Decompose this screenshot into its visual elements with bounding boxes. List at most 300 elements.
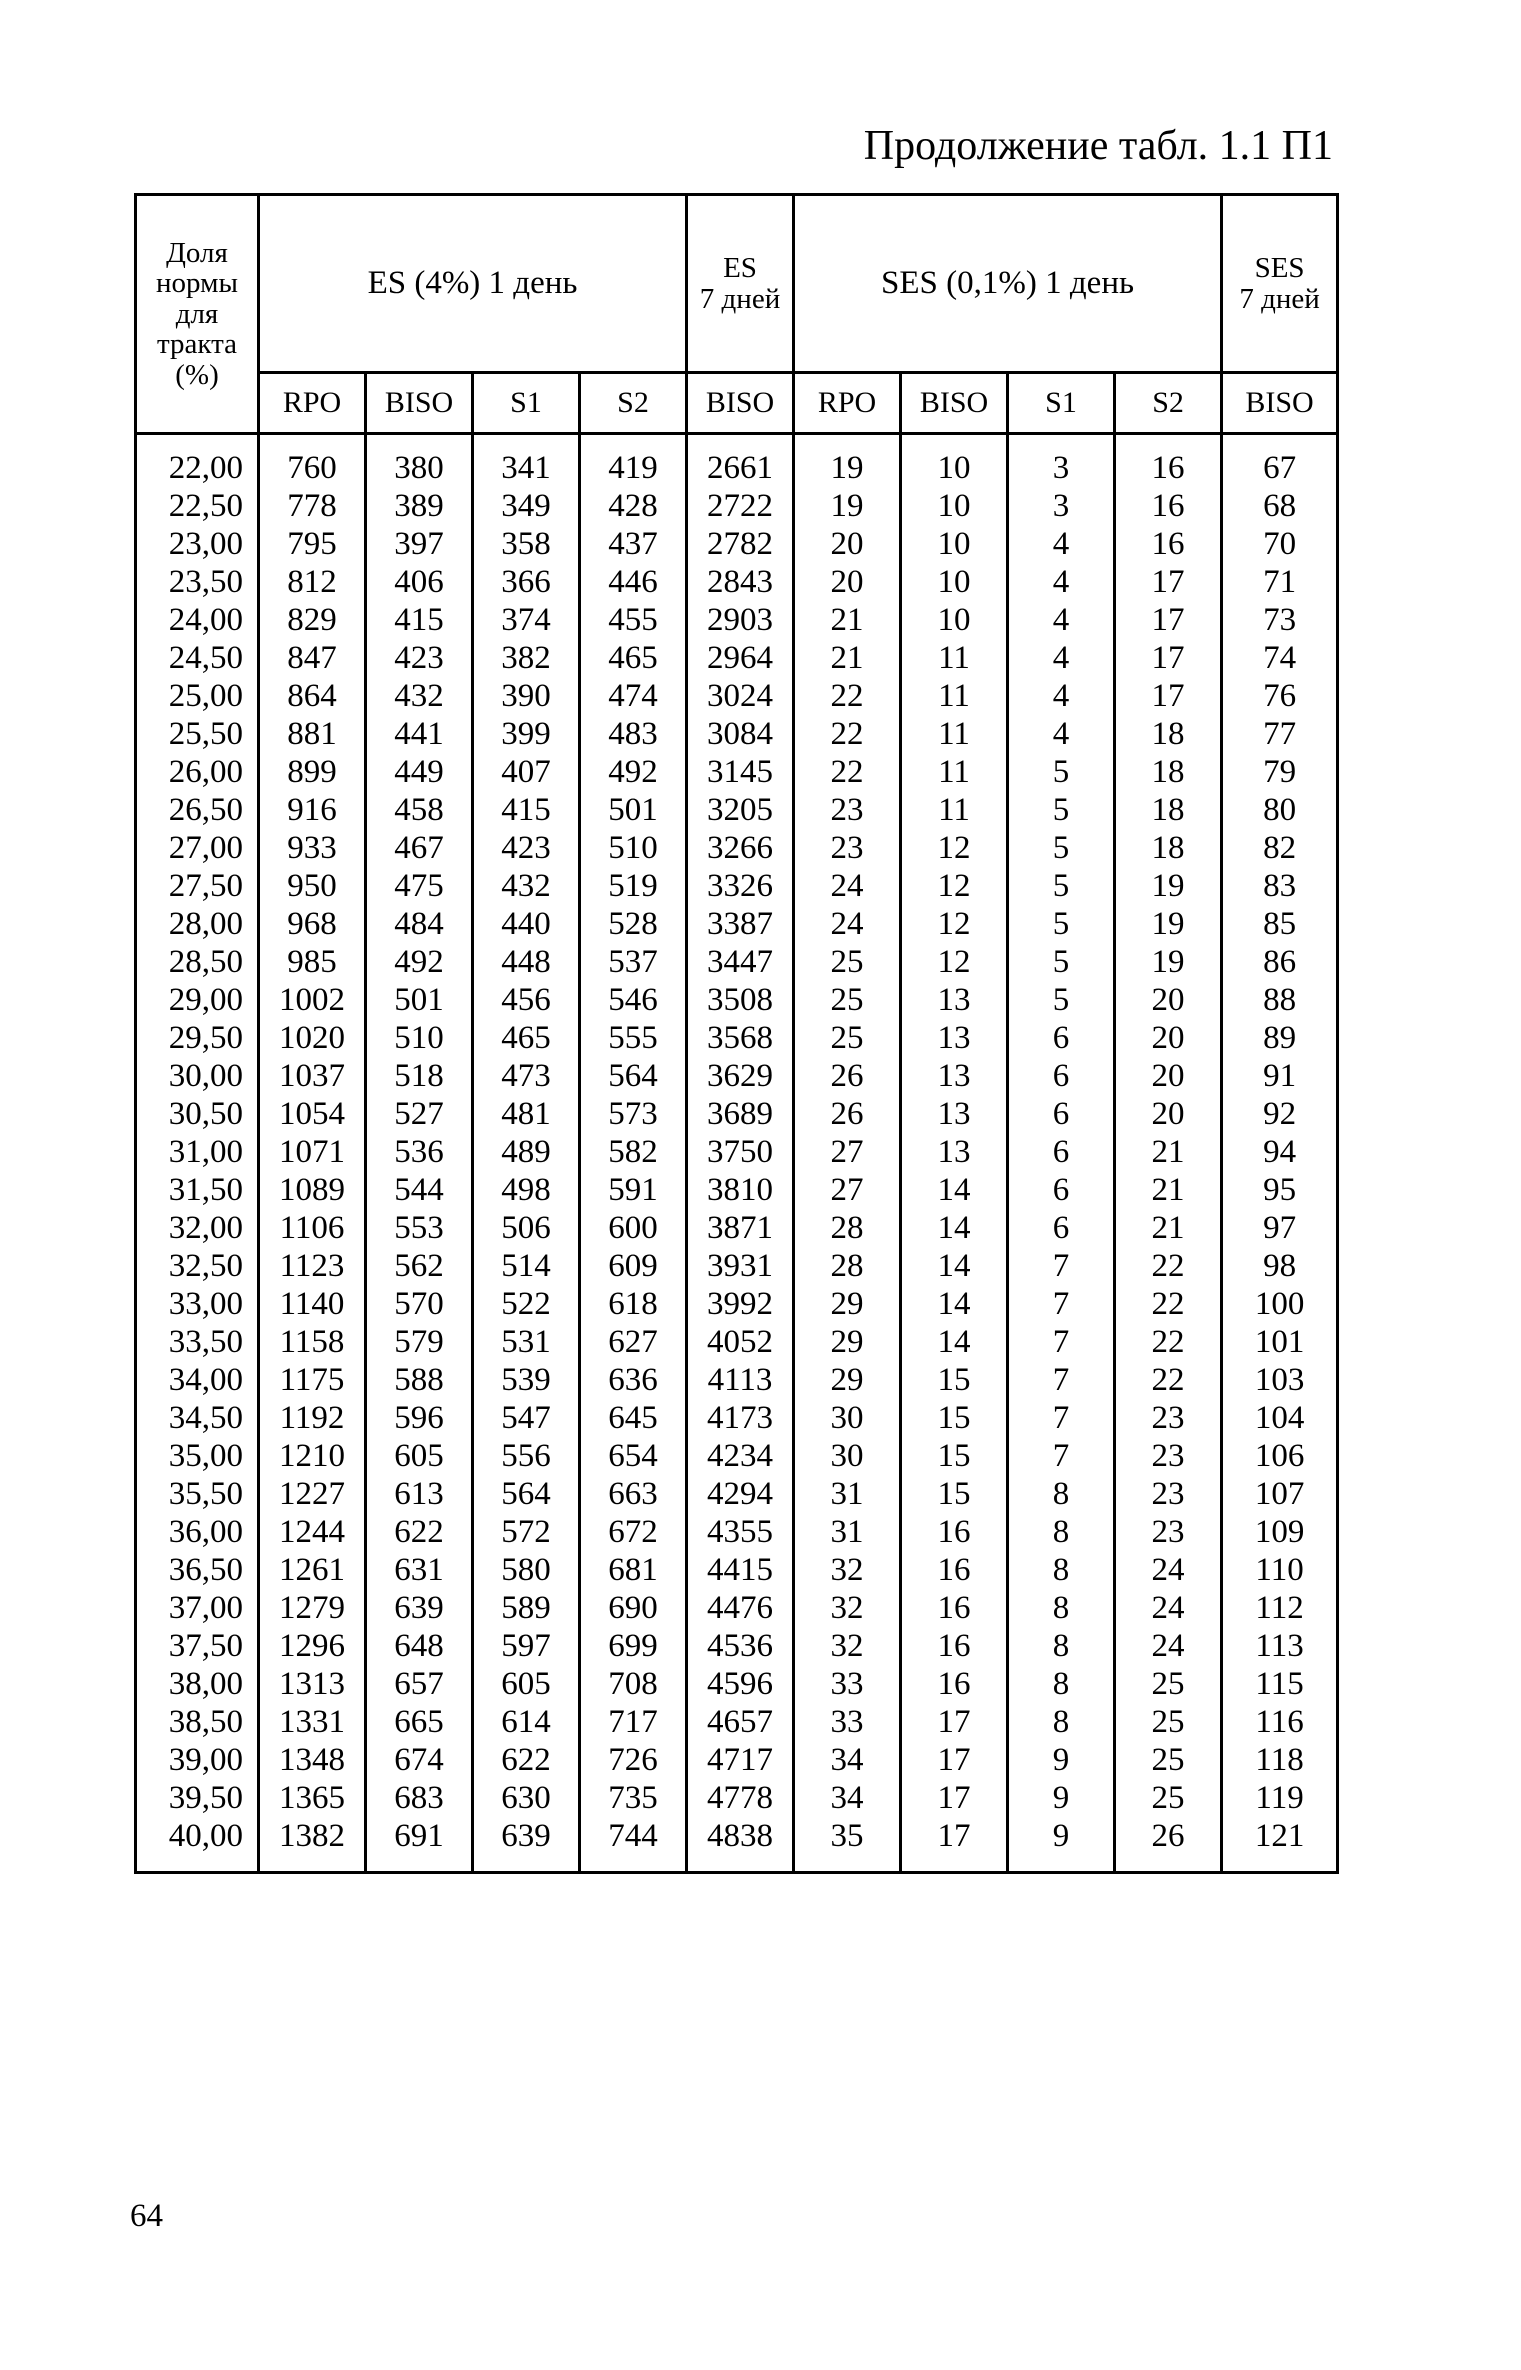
cell-ses-s2: 25 [1115,1703,1222,1741]
cell-ses-biso: 16 [901,1665,1008,1703]
cell-ses-biso: 11 [901,753,1008,791]
cell-ses-s2: 23 [1115,1399,1222,1437]
cell-es7-biso: 2722 [687,487,794,525]
cell-ses-rpo: 34 [794,1741,901,1779]
cell-es-rpo: 812 [259,563,366,601]
cell-ses-rpo: 31 [794,1513,901,1551]
cell-ses-rpo: 29 [794,1285,901,1323]
cell-ses7-biso: 67 [1222,434,1338,488]
cell-share: 30,00 [136,1057,259,1095]
cell-ses-s1: 4 [1008,601,1115,639]
cell-ses7-biso: 119 [1222,1779,1338,1817]
cell-es-rpo: 1071 [259,1133,366,1171]
cell-ses-rpo: 26 [794,1095,901,1133]
cell-ses-rpo: 25 [794,943,901,981]
cell-es-s2: 446 [580,563,687,601]
cell-ses-rpo: 23 [794,791,901,829]
cell-ses-s1: 8 [1008,1703,1115,1741]
cell-ses7-biso: 68 [1222,487,1338,525]
cell-es7-biso: 3689 [687,1095,794,1133]
cell-ses7-biso: 115 [1222,1665,1338,1703]
cell-es7-biso: 4717 [687,1741,794,1779]
group-header-ses-7-days: SES 7 дней [1222,195,1338,373]
cell-es-s1: 448 [473,943,580,981]
cell-es-s1: 630 [473,1779,580,1817]
cell-share: 36,50 [136,1551,259,1589]
cell-es-s2: 591 [580,1171,687,1209]
cell-es-biso: 648 [366,1627,473,1665]
cell-es-biso: 492 [366,943,473,981]
cell-ses-rpo: 32 [794,1627,901,1665]
cell-ses-s1: 6 [1008,1171,1115,1209]
cell-ses-rpo: 22 [794,715,901,753]
cell-ses7-biso: 98 [1222,1247,1338,1285]
table-row [136,1703,1338,1741]
cell-ses-biso: 14 [901,1285,1008,1323]
cell-ses7-biso: 103 [1222,1361,1338,1399]
cell-es-biso: 406 [366,563,473,601]
cell-ses-s1: 3 [1008,487,1115,525]
cell-es-biso: 691 [366,1817,473,1873]
cell-ses-rpo: 30 [794,1399,901,1437]
cell-ses-biso: 13 [901,1095,1008,1133]
cell-es-rpo: 950 [259,867,366,905]
cell-es-biso: 639 [366,1589,473,1627]
subheader-ses7-biso: BISO [1222,373,1338,434]
table-row [136,867,1338,905]
table-row [136,1171,1338,1209]
cell-ses-biso: 15 [901,1361,1008,1399]
cell-ses-s1: 5 [1008,753,1115,791]
cell-es-s1: 498 [473,1171,580,1209]
cell-ses-s2: 21 [1115,1133,1222,1171]
cell-es-s2: 474 [580,677,687,715]
cell-es-s1: 531 [473,1323,580,1361]
cell-ses-s1: 7 [1008,1399,1115,1437]
cell-es-s1: 407 [473,753,580,791]
header-row-subcolumns [136,373,1338,434]
cell-ses-s1: 9 [1008,1741,1115,1779]
table-header [136,195,1338,434]
cell-share: 40,00 [136,1817,259,1873]
cell-ses-s2: 22 [1115,1247,1222,1285]
cell-es-rpo: 1296 [259,1627,366,1665]
group-header-ses-1-day: SES (0,1%) 1 день [794,195,1222,373]
cell-ses-s2: 26 [1115,1817,1222,1873]
cell-es-rpo: 985 [259,943,366,981]
subheader-ses-rpo: RPO [794,373,901,434]
cell-ses-s2: 20 [1115,1019,1222,1057]
cell-es-rpo: 1037 [259,1057,366,1095]
cell-es-s1: 514 [473,1247,580,1285]
table-row [136,1019,1338,1057]
cell-ses7-biso: 73 [1222,601,1338,639]
cell-ses7-biso: 110 [1222,1551,1338,1589]
cell-es-biso: 458 [366,791,473,829]
cell-es-s1: 556 [473,1437,580,1475]
table-row [136,601,1338,639]
cell-ses7-biso: 101 [1222,1323,1338,1361]
cell-es-s2: 699 [580,1627,687,1665]
cell-es-s1: 415 [473,791,580,829]
cell-ses-s1: 9 [1008,1779,1115,1817]
cell-ses-s1: 4 [1008,563,1115,601]
cell-ses-biso: 10 [901,601,1008,639]
table-row [136,1665,1338,1703]
table-row [136,715,1338,753]
cell-es-rpo: 1002 [259,981,366,1019]
cell-es-s2: 708 [580,1665,687,1703]
cell-es-biso: 536 [366,1133,473,1171]
cell-es7-biso: 3447 [687,943,794,981]
cell-ses-biso: 13 [901,1133,1008,1171]
cell-es-biso: 467 [366,829,473,867]
cell-es-s2: 609 [580,1247,687,1285]
cell-es-s1: 366 [473,563,580,601]
cell-es7-biso: 2661 [687,434,794,488]
table-row [136,1627,1338,1665]
cell-ses-biso: 12 [901,905,1008,943]
cell-share: 23,50 [136,563,259,601]
cell-es-s2: 419 [580,434,687,488]
cell-es7-biso: 2964 [687,639,794,677]
cell-ses7-biso: 113 [1222,1627,1338,1665]
cell-share: 26,50 [136,791,259,829]
cell-es-s1: 423 [473,829,580,867]
cell-ses7-biso: 80 [1222,791,1338,829]
cell-es-s1: 374 [473,601,580,639]
cell-ses-s2: 17 [1115,601,1222,639]
cell-ses-biso: 13 [901,981,1008,1019]
cell-es-s2: 717 [580,1703,687,1741]
group-header-es-1-day: ES (4%) 1 день [259,195,687,373]
cell-ses-s2: 20 [1115,981,1222,1019]
cell-es7-biso: 4173 [687,1399,794,1437]
cell-es-s1: 506 [473,1209,580,1247]
cell-ses-rpo: 24 [794,905,901,943]
cell-es-rpo: 778 [259,487,366,525]
cell-es-s1: 341 [473,434,580,488]
cell-es-biso: 432 [366,677,473,715]
cell-ses-biso: 11 [901,715,1008,753]
cell-share: 38,00 [136,1665,259,1703]
table-row [136,487,1338,525]
cell-es7-biso: 4778 [687,1779,794,1817]
subheader-ses-s2: S2 [1115,373,1222,434]
cell-es-biso: 380 [366,434,473,488]
subheader-es7-biso: BISO [687,373,794,434]
cell-es7-biso: 3145 [687,753,794,791]
cell-ses-s1: 8 [1008,1665,1115,1703]
cell-es-biso: 544 [366,1171,473,1209]
cell-es-biso: 449 [366,753,473,791]
table-row [136,1323,1338,1361]
cell-ses-s1: 8 [1008,1627,1115,1665]
cell-es7-biso: 4536 [687,1627,794,1665]
cell-ses-s2: 18 [1115,791,1222,829]
cell-es-biso: 389 [366,487,473,525]
cell-es-s1: 564 [473,1475,580,1513]
cell-ses-s1: 8 [1008,1551,1115,1589]
cell-ses-s2: 19 [1115,867,1222,905]
cell-es-biso: 501 [366,981,473,1019]
cell-ses7-biso: 94 [1222,1133,1338,1171]
cell-ses7-biso: 121 [1222,1817,1338,1873]
cell-ses-biso: 14 [901,1323,1008,1361]
table-row [136,1589,1338,1627]
cell-es-s1: 456 [473,981,580,1019]
cell-es-s1: 358 [473,525,580,563]
cell-es7-biso: 3024 [687,677,794,715]
cell-es-s1: 489 [473,1133,580,1171]
cell-share: 25,00 [136,677,259,715]
cell-es7-biso: 4355 [687,1513,794,1551]
cell-ses-rpo: 32 [794,1589,901,1627]
cell-es7-biso: 4052 [687,1323,794,1361]
cell-ses-biso: 10 [901,563,1008,601]
cell-ses-biso: 14 [901,1209,1008,1247]
cell-es-s1: 440 [473,905,580,943]
cell-ses-rpo: 21 [794,601,901,639]
cell-es7-biso: 4476 [687,1589,794,1627]
cell-ses-rpo: 19 [794,434,901,488]
cell-es-biso: 397 [366,525,473,563]
cell-es-rpo: 1020 [259,1019,366,1057]
table-row [136,753,1338,791]
cell-es-rpo: 1331 [259,1703,366,1741]
cell-es-biso: 570 [366,1285,473,1323]
cell-share: 37,50 [136,1627,259,1665]
table-caption: Продолжение табл. 1.1 П1 [863,123,1333,169]
cell-ses-biso: 17 [901,1779,1008,1817]
cell-ses-biso: 16 [901,1627,1008,1665]
subheader-ses-s1: S1 [1008,373,1115,434]
cell-es-rpo: 847 [259,639,366,677]
cell-es-s2: 501 [580,791,687,829]
cell-es-biso: 579 [366,1323,473,1361]
cell-share: 25,50 [136,715,259,753]
cell-ses-s2: 16 [1115,525,1222,563]
cell-es-biso: 657 [366,1665,473,1703]
cell-ses7-biso: 83 [1222,867,1338,905]
cell-share: 35,50 [136,1475,259,1513]
cell-es-s2: 492 [580,753,687,791]
cell-ses7-biso: 71 [1222,563,1338,601]
cell-ses-s2: 24 [1115,1551,1222,1589]
cell-es7-biso: 2843 [687,563,794,601]
cell-ses-s1: 7 [1008,1437,1115,1475]
cell-es-s2: 510 [580,829,687,867]
cell-es-s2: 582 [580,1133,687,1171]
cell-es-biso: 665 [366,1703,473,1741]
cell-es-s1: 481 [473,1095,580,1133]
cell-ses-s1: 6 [1008,1095,1115,1133]
table-row [136,791,1338,829]
subheader-ses-biso: BISO [901,373,1008,434]
cell-share: 22,50 [136,487,259,525]
cell-share: 34,00 [136,1361,259,1399]
cell-es-s1: 432 [473,867,580,905]
cell-ses-s2: 22 [1115,1285,1222,1323]
cell-ses-biso: 17 [901,1703,1008,1741]
cell-ses-rpo: 33 [794,1703,901,1741]
cell-es7-biso: 3266 [687,829,794,867]
cell-es7-biso: 3205 [687,791,794,829]
table-row [136,1095,1338,1133]
cell-share: 37,00 [136,1589,259,1627]
cell-es-s2: 690 [580,1589,687,1627]
cell-ses-rpo: 28 [794,1209,901,1247]
cell-es7-biso: 4838 [687,1817,794,1873]
cell-share: 34,50 [136,1399,259,1437]
page-number: 64 [130,2198,163,2234]
table-row [136,434,1338,488]
table-row [136,1551,1338,1589]
cell-es-s2: 726 [580,1741,687,1779]
subheader-es-s1: S1 [473,373,580,434]
cell-es-rpo: 1365 [259,1779,366,1817]
cell-share: 31,50 [136,1171,259,1209]
cell-share: 35,00 [136,1437,259,1475]
cell-share: 24,50 [136,639,259,677]
cell-ses-s1: 8 [1008,1589,1115,1627]
cell-es-s1: 614 [473,1703,580,1741]
cell-ses-rpo: 24 [794,867,901,905]
cell-share: 29,50 [136,1019,259,1057]
cell-ses-rpo: 25 [794,981,901,1019]
cell-es-rpo: 1192 [259,1399,366,1437]
cell-es-s1: 572 [473,1513,580,1551]
cell-ses7-biso: 92 [1222,1095,1338,1133]
cell-es7-biso: 3750 [687,1133,794,1171]
cell-ses-rpo: 20 [794,525,901,563]
cell-ses7-biso: 116 [1222,1703,1338,1741]
cell-ses-biso: 12 [901,867,1008,905]
cell-ses7-biso: 104 [1222,1399,1338,1437]
cell-ses-rpo: 32 [794,1551,901,1589]
table-row [136,1247,1338,1285]
cell-ses-s1: 5 [1008,981,1115,1019]
cell-ses-rpo: 21 [794,639,901,677]
cell-es7-biso: 4596 [687,1665,794,1703]
table-row [136,905,1338,943]
cell-es-rpo: 881 [259,715,366,753]
table-body [136,434,1338,1873]
cell-es-s1: 539 [473,1361,580,1399]
table-row [136,677,1338,715]
cell-ses-s1: 7 [1008,1285,1115,1323]
cell-es-s1: 639 [473,1817,580,1873]
table-row [136,943,1338,981]
cell-ses-biso: 13 [901,1057,1008,1095]
cell-es-s2: 681 [580,1551,687,1589]
cell-es-s1: 547 [473,1399,580,1437]
cell-ses-rpo: 23 [794,829,901,867]
cell-ses-s2: 22 [1115,1361,1222,1399]
cell-share: 28,00 [136,905,259,943]
table-row [136,1361,1338,1399]
cell-es-rpo: 1227 [259,1475,366,1513]
cell-ses7-biso: 112 [1222,1589,1338,1627]
table-row [136,829,1338,867]
cell-share: 33,50 [136,1323,259,1361]
cell-es-biso: 527 [366,1095,473,1133]
cell-ses-s2: 16 [1115,434,1222,488]
cell-es-s2: 564 [580,1057,687,1095]
cell-ses-s1: 8 [1008,1475,1115,1513]
table-row [136,1513,1338,1551]
cell-share: 31,00 [136,1133,259,1171]
cell-ses-rpo: 28 [794,1247,901,1285]
cell-ses-rpo: 34 [794,1779,901,1817]
data-table [134,193,1339,1874]
cell-es-s2: 528 [580,905,687,943]
cell-es7-biso: 4294 [687,1475,794,1513]
cell-es-s1: 605 [473,1665,580,1703]
cell-es-s2: 627 [580,1323,687,1361]
cell-ses-s2: 25 [1115,1779,1222,1817]
table-row [136,1209,1338,1247]
table-row [136,1817,1338,1873]
cell-es7-biso: 3084 [687,715,794,753]
cell-ses-rpo: 22 [794,677,901,715]
cell-ses-rpo: 25 [794,1019,901,1057]
cell-ses-rpo: 35 [794,1817,901,1873]
cell-ses-biso: 15 [901,1437,1008,1475]
cell-ses-s1: 6 [1008,1133,1115,1171]
cell-es-rpo: 1140 [259,1285,366,1323]
cell-share: 30,50 [136,1095,259,1133]
cell-es-biso: 596 [366,1399,473,1437]
cell-es-s1: 597 [473,1627,580,1665]
cell-ses-biso: 14 [901,1247,1008,1285]
cell-share: 22,00 [136,434,259,488]
cell-es-biso: 605 [366,1437,473,1475]
cell-ses-rpo: 29 [794,1361,901,1399]
cell-ses-biso: 16 [901,1513,1008,1551]
cell-ses-s1: 5 [1008,943,1115,981]
cell-ses-s2: 17 [1115,563,1222,601]
cell-es7-biso: 3508 [687,981,794,1019]
cell-ses7-biso: 76 [1222,677,1338,715]
cell-ses-biso: 10 [901,434,1008,488]
cell-ses-s2: 19 [1115,943,1222,981]
cell-share: 28,50 [136,943,259,981]
cell-es-s2: 618 [580,1285,687,1323]
cell-ses-s2: 18 [1115,753,1222,791]
group-header-es-7-days: ES 7 дней [687,195,794,373]
cell-ses-biso: 15 [901,1399,1008,1437]
cell-ses-rpo: 26 [794,1057,901,1095]
cell-ses7-biso: 95 [1222,1171,1338,1209]
cell-ses-s1: 8 [1008,1513,1115,1551]
cell-es-rpo: 1158 [259,1323,366,1361]
cell-es7-biso: 4415 [687,1551,794,1589]
cell-share: 26,00 [136,753,259,791]
cell-es-rpo: 864 [259,677,366,715]
cell-ses-biso: 17 [901,1741,1008,1779]
subheader-es-s2: S2 [580,373,687,434]
cell-ses-s2: 24 [1115,1589,1222,1627]
cell-ses7-biso: 91 [1222,1057,1338,1095]
cell-ses-s2: 23 [1115,1475,1222,1513]
cell-es-biso: 674 [366,1741,473,1779]
cell-es-biso: 683 [366,1779,473,1817]
cell-es-s2: 672 [580,1513,687,1551]
cell-es-s2: 573 [580,1095,687,1133]
cell-ses7-biso: 107 [1222,1475,1338,1513]
cell-es7-biso: 3387 [687,905,794,943]
